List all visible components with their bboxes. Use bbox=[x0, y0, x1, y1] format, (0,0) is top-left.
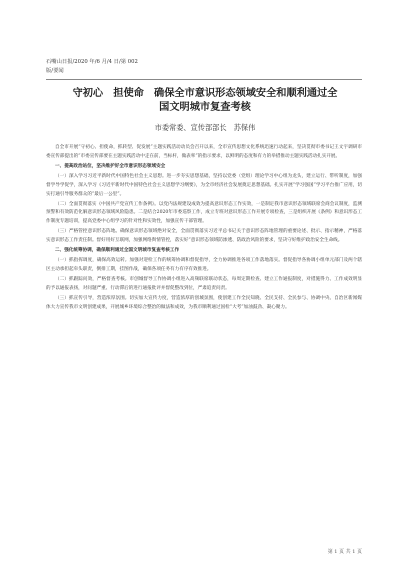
article-title bbox=[40, 87, 370, 114]
source-header bbox=[46, 58, 138, 75]
paragraph: （一）抓指挥调度，确保高效运转。加强对迎检工作的统筹协调和督促指导，全力协调推进各项工作落地落实。督促指导各协调小组单元部门及两个辖区主动承担起牵头职责，倒排工期，挂图作战，确保各项任务有力有序有效推进。 bbox=[46, 258, 362, 273]
title-line-1: 守初心 担使命 确保全市意识形态领域安全和顺利通过全 bbox=[72, 87, 338, 99]
article-body bbox=[46, 144, 362, 314]
section-heading-2: 二、强化统筹协调，确保顺利通过全国文明城市复查考核工作 bbox=[55, 248, 180, 254]
page-number: 第 1 页 共 1 页 bbox=[327, 549, 362, 555]
paragraph-intro: 自全市开展“守初心、担使命，抓转型、促发展”主题实践活动动员会召开以来，全市宣传思想文化系统迅速行动起来，坚决贯彻市委书记王文宇调研市委宣传部提出的“市委宣传部要在主题实践活动中走在前，当标杆，做表率”的指示要求，以鲜明的态度和有力的举措推动主题实践活动扎实开展。 bbox=[46, 145, 362, 159]
source-line: 石嘴山日报/2020 年/6 月/4 日/第 002 bbox=[46, 59, 138, 65]
paragraph: （三）抓宣传引导，营造浓厚氛围。切实加大宣传力度，营造浓厚的创城氛围，使创建工作全民知晓、全民支持、全民参与、协调中央、自治区新闻媒体大力宣传我市文明创建成果，开展城乡环境综合整治的做法和成效，为我市顺利通过国检“大考”加油鼓劲、凝心聚力。 bbox=[46, 296, 362, 310]
paragraph: （二）全面贯彻落实《中国共产党宣传工作条例》。以党内法规建设成效为提高意识形态工作实效，一是制定我市意识形态领域联席会商会议制度，监测预警和有效防范化解意识形态领域风险隐患。二是结合2020年市委巡察工作，成立专班对意识形态工作开展专项检查，三是组织开展《条例》和意识形态工作制度专题培训，提高党委中心组学习的针对性和实效性，加强宣传干部管理。 bbox=[46, 201, 362, 225]
paragraph: （一）深入学习习近平新时代中国特色社会主义思想。进一步夯实思想基础，坚持以党委（党组）理论学习中心组为龙头，建立运行、带听制度，加强督学导学促学，深入学习《习近平新时代中国特色社会主义思想学习纲要》，为全市经济社会发展奠定思想基础。扎实开展“学习强国”学习平台推广应用，切实打通引导服务群众的“最后一公里”。 bbox=[46, 174, 362, 197]
paragraph: （二）抓跟踪问效，严格督查考核。市创城督导工作协调小组进入高频联席联动状态，每周定期检查、建立工作通报制度，对措施得力、工作成效明显的予以通报表扬，对问题严重、行动滞后的进行通报批评并督促整改到位，严肃追责问责。 bbox=[46, 277, 362, 292]
article-author: 市委常委、宣传部部长 苏保伟 bbox=[154, 123, 256, 132]
section-heading-1: 一、提高政治站位，坚决维护好全市意识形态领域安全 bbox=[55, 163, 166, 169]
header-divider bbox=[46, 79, 362, 80]
title-line-2: 国文明城市复查考核 bbox=[159, 100, 251, 113]
paragraph: （三）严格管控意识形态阵地。确保意识形态领域绝对安全，全面贯彻落实习近平总书记关于意识形态阵地管理的重要论述、批示、指示精神，严格落实意识形态工作责任制。督好用好互联网，加强网络舆情管控，落实好“意识形态领域防渗透、防政治风险的要求，坚决守好维护政治安全生命线。 bbox=[46, 229, 362, 244]
section-line: 版/要闻 bbox=[46, 67, 64, 74]
